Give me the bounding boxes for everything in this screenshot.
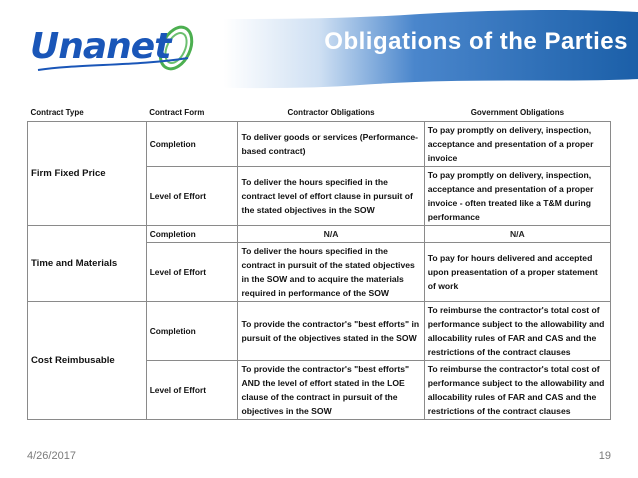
contract-form-cell: Level of Effort (146, 361, 238, 420)
contractor-obligation-cell: To deliver the hours specified in the contract in pursuit of the stated objectives in the SOW and to acquire the materials required in performance of the SOW (238, 243, 424, 302)
contract-type-cell: Cost Reimbusable (28, 302, 147, 420)
table-row (28, 226, 611, 243)
contract-type-cell: Firm Fixed Price (28, 122, 147, 226)
contract-form-cell: Completion (146, 302, 238, 361)
contractor-obligation-cell: To deliver goods or services (Performance-based contract) (238, 122, 424, 167)
table-row (28, 302, 611, 361)
contractor-obligation-na-cell: N/A (238, 226, 424, 243)
contractor-obligation-cell: To provide the contractor's "best efforts" in pursuit of the objectives stated in the SOW (238, 302, 424, 361)
header-government-obligations: Government Obligations (424, 106, 610, 122)
contract-form-cell: Completion (146, 122, 238, 167)
government-obligation-cell: To pay for hours delivered and accepted upon preasentation of a proper statement of work (424, 243, 610, 302)
contract-form-cell: Level of Effort (146, 167, 238, 226)
government-obligation-cell: To reimburse the contractor's total cost of performance subject to the allowability and allocability rules of FAR and CAS and the restrictions of the contract clauses (424, 361, 610, 420)
government-obligation-na-cell: N/A (424, 226, 610, 243)
government-obligation-cell: To pay promptly on delivery, inspection, acceptance and presentation of a proper invoice (424, 122, 610, 167)
slide-header (0, 0, 638, 97)
header-contract-type: Contract Type (28, 106, 147, 122)
header-contractor-obligations: Contractor Obligations (238, 106, 424, 122)
table-header-row (28, 106, 611, 122)
contract-type-cell: Time and Materials (28, 226, 147, 302)
logo-text: Unanet (30, 26, 171, 67)
government-obligation-cell: To reimburse the contractor's total cost of performance subject to the allowability and allocability rules of FAR and CAS and the restrictions of the contract clauses (424, 302, 610, 361)
footer-date: 4/26/2017 (27, 450, 76, 462)
contractor-obligation-cell: To provide the contractor's "best efforts" AND the level of effort stated in the LOE clause of the contract in pursuit of the objectives in the SOW (238, 361, 424, 420)
contractor-obligation-cell: To deliver the hours specified in the contract level of effort clause in pursuit of the stated objectives in the SOW (238, 167, 424, 226)
contract-form-cell: Level of Effort (146, 243, 238, 302)
obligations-table (27, 106, 611, 420)
table-row (28, 122, 611, 167)
header-contract-form: Contract Form (146, 106, 238, 122)
government-obligation-cell: To pay promptly on delivery, inspection, acceptance and presentation of a proper invoice - often treated like a T&M during performance (424, 167, 610, 226)
page-number: 19 (598, 450, 611, 462)
contract-form-cell: Completion (146, 226, 238, 243)
slide-title: Obligations of the Parties (324, 28, 628, 55)
